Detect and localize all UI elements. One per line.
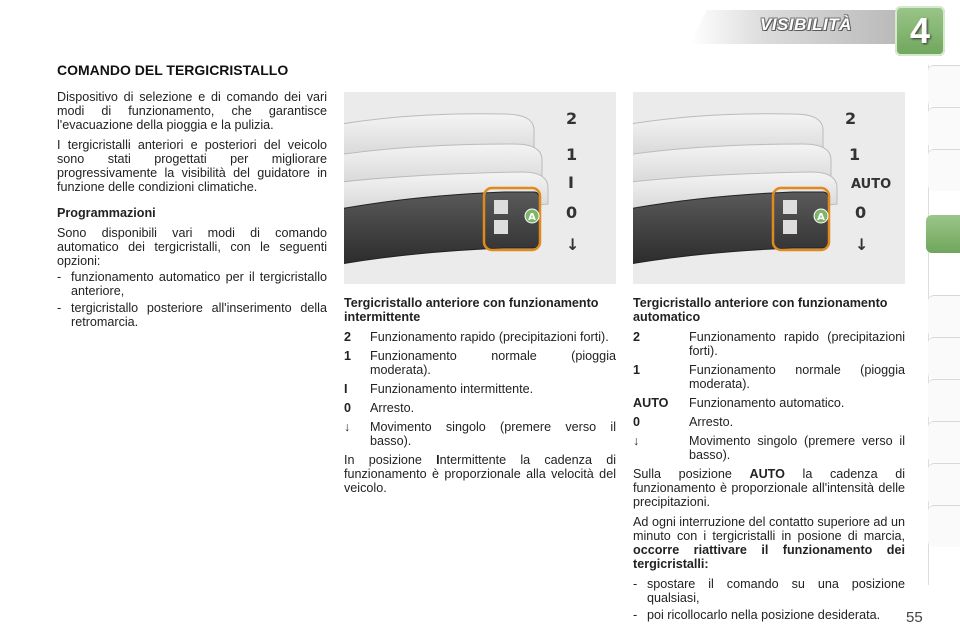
position-label: 2 [845, 109, 857, 128]
intermittent-column [344, 296, 616, 501]
definition-item: 0 Arresto. [633, 415, 734, 429]
svg-text:A: A [817, 212, 825, 223]
option-item: - funzionamento automatico per il tergicristallo anteriore, [57, 270, 327, 298]
thumb-tab[interactable] [928, 65, 960, 107]
position-label: 1 [849, 145, 861, 164]
marker-a [814, 209, 828, 223]
definition-item: 1 Funzionamento normale (pioggia moderata). [633, 363, 905, 391]
intermittent-note: In posizione Intermittente la cadenza di funzionamento è proporzionale alla velocità del veicolo. [344, 453, 616, 495]
reactivation-note: Ad ogni interruzione del contatto superiore ad un minuto con i tergicristalli in posione di marcia, occorre riattivare il funzionamento dei tergicristalli: [633, 515, 905, 571]
definition-item: 2 Funzionamento rapido (precipitazioni forti). [344, 330, 609, 344]
option-item: - tergicristallo posteriore all'inserimento della retromarcia. [57, 301, 327, 329]
arrow-down-icon: ↓ [344, 420, 351, 434]
thumb-tab[interactable] [928, 295, 960, 337]
position-label: I [568, 173, 574, 192]
thumb-index [928, 65, 960, 585]
programmazioni-heading: Programmazioni [57, 206, 156, 220]
step-item: - poi ricollocarlo nella posizione desiderata. [633, 608, 881, 622]
definition-item: I Funzionamento intermittente. [344, 382, 534, 396]
thumb-tab[interactable] [928, 107, 960, 149]
step-item: - spostare il comando su una posizione qualsiasi, [633, 577, 905, 605]
position-label: 0 [566, 203, 578, 222]
wiper-icon [783, 220, 797, 234]
chapter-title: VISIBILITÀ [760, 15, 852, 34]
position-label: 2 [566, 109, 578, 128]
thumb-tab[interactable] [928, 463, 960, 505]
intermittent-heading: Tergicristallo anteriore con funzionamento intermittente [344, 296, 599, 324]
definition-item: AUTO Funzionamento automatico. [633, 396, 845, 410]
position-label: 1 [566, 145, 578, 164]
wiper-stalk-illustration-automatic [633, 92, 905, 284]
chapter-number: 4 [909, 10, 931, 51]
chapter-badge [895, 6, 945, 56]
position-label: 0 [855, 203, 867, 222]
automatic-column [633, 296, 905, 625]
position-label: ↓ [566, 235, 580, 254]
position-label: AUTO [851, 177, 892, 192]
thumb-tab[interactable] [928, 149, 960, 191]
wiper-stalk-illustration-intermittent [344, 92, 616, 284]
wiper-icon [494, 220, 508, 234]
definition-item: ↓ Movimento singolo (premere verso il basso). [633, 434, 905, 462]
intro-paragraph: Dispositivo di selezione e di comando dei vari modi di funzionamento, che garantisce l'evacuazione della pioggia e la pulizia. [57, 90, 327, 132]
thumb-tab[interactable] [928, 421, 960, 463]
thumb-tab[interactable] [928, 379, 960, 421]
arrow-down-icon: ↓ [633, 434, 640, 448]
definition-item: 1 Funzionamento normale (pioggia moderata). [344, 349, 616, 377]
definition-item: ↓ Movimento singolo (premere verso il basso). [344, 420, 616, 448]
automatic-note: Sulla posizione AUTO la cadenza di funzionamento è proporzionale all'intensità delle precipitazioni. [633, 467, 906, 509]
wiper-icon [783, 200, 797, 214]
svg-text:A: A [528, 212, 536, 223]
definition-item: 0 Arresto. [344, 401, 415, 415]
definition-item: 2 Funzionamento rapido (precipitazioni forti). [633, 330, 905, 358]
thumb-tab[interactable] [928, 337, 960, 379]
marker-a [525, 209, 539, 223]
intro-column [57, 90, 327, 332]
thumb-tab-active[interactable] [926, 215, 960, 253]
automatic-heading: Tergicristallo anteriore con funzionamento automatico [633, 296, 888, 324]
position-label: ↓ [855, 235, 869, 254]
section-title: COMANDO DEL TERGICRISTALLO [57, 62, 289, 78]
wiper-icon [494, 200, 508, 214]
thumb-tab[interactable] [928, 505, 960, 547]
intro-paragraph: I tergicristalli anteriori e posteriori del veicolo sono stati progettati per migliorare progressivamente la visibilità del guidatore in funzione delle condizioni climatiche. [57, 138, 327, 194]
page-number: 55 [906, 609, 923, 626]
programmazioni-text: Sono disponibili vari modi di comando automatico dei tergicristalli, con le seguenti opzioni: [57, 226, 327, 268]
